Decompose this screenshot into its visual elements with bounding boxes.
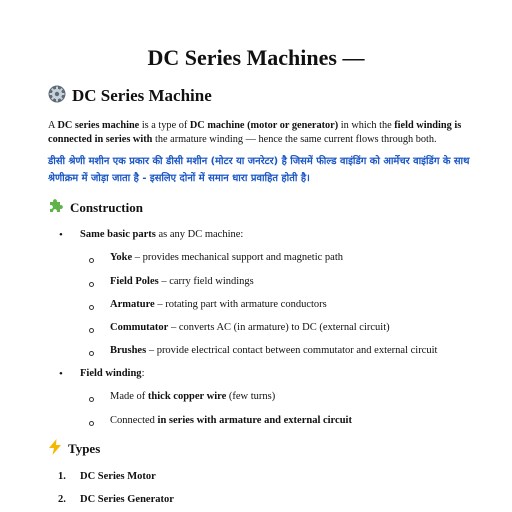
list-item-field-winding: Field winding:	[80, 368, 145, 379]
bullet-dot: •	[59, 368, 63, 380]
list-item-brushes: Brushes – provide electrical contact between commutator and external circuit	[110, 345, 438, 356]
list-item-series-connection: Connected in series with armature and external circuit	[110, 415, 352, 426]
list-item-field-poles: Field Poles – carry field windings	[110, 276, 254, 287]
list-item-yoke: Yoke – provides mechanical support and magnetic path	[110, 252, 343, 263]
list-item-basic-parts: Same basic parts as any DC machine:	[80, 229, 244, 240]
bullet-dot: •	[59, 229, 63, 241]
page-title: DC Series Machines —	[147, 45, 365, 70]
construction-heading-text: Construction	[70, 200, 143, 215]
list-item-copper-wire: Made of thick copper wire (few turns)	[110, 391, 276, 402]
sub-bullet	[89, 282, 94, 287]
sub-bullet	[89, 305, 94, 310]
lightning-icon	[48, 439, 62, 459]
types-heading	[48, 439, 100, 459]
sub-bullet	[89, 258, 94, 263]
list-number: 2.	[58, 494, 66, 505]
list-item-series-motor: DC Series Motor	[80, 471, 156, 482]
sub-bullet	[89, 397, 94, 402]
list-item-armature: Armature – rotating part with armature conductors	[110, 299, 327, 310]
types-heading-text: Types	[68, 441, 101, 456]
section-heading	[48, 84, 212, 108]
construction-heading	[48, 198, 143, 218]
sub-bullet	[89, 328, 94, 333]
hindi-paragraph: डीसी श्रेणी मशीन एक प्रकार की डीसी मशीन (मोटर या जनरेटर) है जिसमें फील्ड वाइंडिंग को आर्मेचर वाइंडिंग के साथ श्रेणीक्रम में जोड़ा जाता है - इसलिए दोनों में समान धारा प्रवाहित होती है।	[48, 156, 470, 184]
section-heading-text: DC Series Machine	[72, 86, 212, 105]
intro-paragraph: A DC series machine is a type of DC machine (motor or generator) in which the field winding is connected in series with the armature winding — hence the same current flows through both.	[48, 120, 462, 145]
gear-icon	[48, 85, 66, 108]
sub-bullet	[89, 351, 94, 356]
list-item-series-generator: DC Series Generator	[80, 494, 174, 505]
list-number: 1.	[58, 471, 66, 482]
list-item-commutator: Commutator – converts AC (in armature) to DC (external circuit)	[110, 322, 390, 333]
sub-bullet	[89, 421, 94, 426]
puzzle-piece-icon	[48, 198, 64, 218]
